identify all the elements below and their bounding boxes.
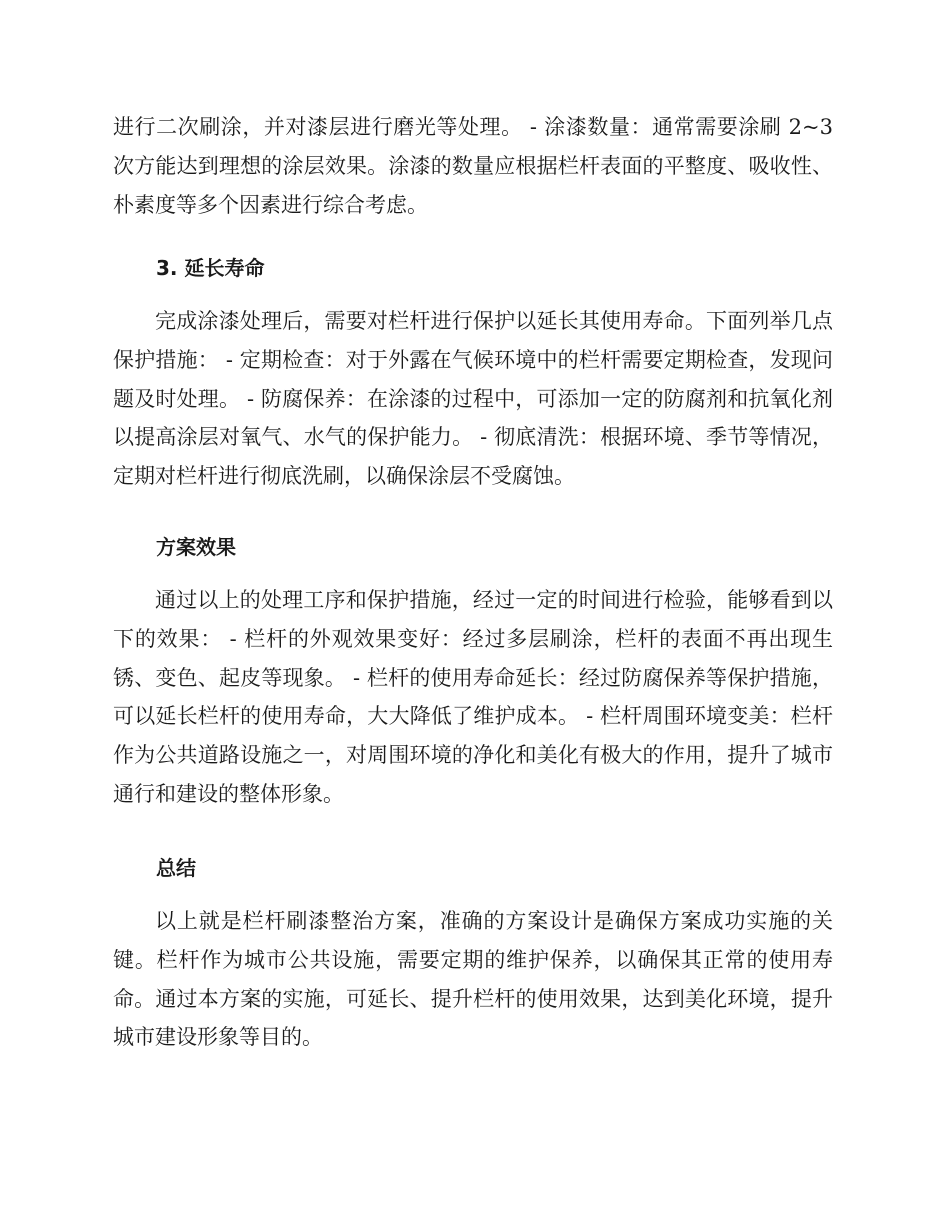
paragraph-effects: 通过以上的处理工序和保护措施，经过一定的时间进行检验，能够看到以下的效果： - 栏杆的外观效果变好：经过多层刷涂，栏杆的表面不再出现生锈、变色、起皮等现象。 - 栏杆的使用寿命延长：经过防腐保养等保护措施，可以延长栏杆的使用寿命，大大降低了维护成本。 - 栏杆周围环境变美：栏杆作为公共道路设施之一，对周围环境的净化和美化有极大的作用，提升了城市通行和建设的整体形象。	[113, 588, 833, 806]
section-heading-summary: 总结	[156, 856, 196, 880]
paragraph-protection-measures: 完成涂漆处理后，需要对栏杆进行保护以延长其使用寿命。下面列举几点保护措施： - 定期检查：对于外露在气候环境中的栏杆需要定期检查，发现问题及时处理。 - 防腐保养：在涂漆的过程中，可添加一定的防腐剂和抗氧化剂以提高涂层对氧气、水气的保护能力。 - 彻底清洗：根据环境、季节等情况，定期对栏杆进行彻底洗刷，以确保涂层不受腐蚀。	[113, 309, 833, 489]
paragraph-summary: 以上就是栏杆刷漆整治方案，准确的方案设计是确保方案成功实施的关键。栏杆作为城市公共设施，需要定期的维护保养，以确保其正常的使用寿命。通过本方案的实施，可延长、提升栏杆的使用效果，达到美化环境，提升城市建设形象等目的。	[113, 909, 833, 1050]
paragraph-coating-count: 进行二次刷涂，并对漆层进行磨光等处理。 - 涂漆数量：通常需要涂刷 2~3 次方能达到理想的涂层效果。涂漆的数量应根据栏杆表面的平整度、吸收性、朴素度等多个因素进行综合考虑。	[113, 115, 833, 217]
section-heading-effects: 方案效果	[156, 535, 236, 559]
section-heading-extend-life: 3. 延长寿命	[156, 256, 265, 280]
